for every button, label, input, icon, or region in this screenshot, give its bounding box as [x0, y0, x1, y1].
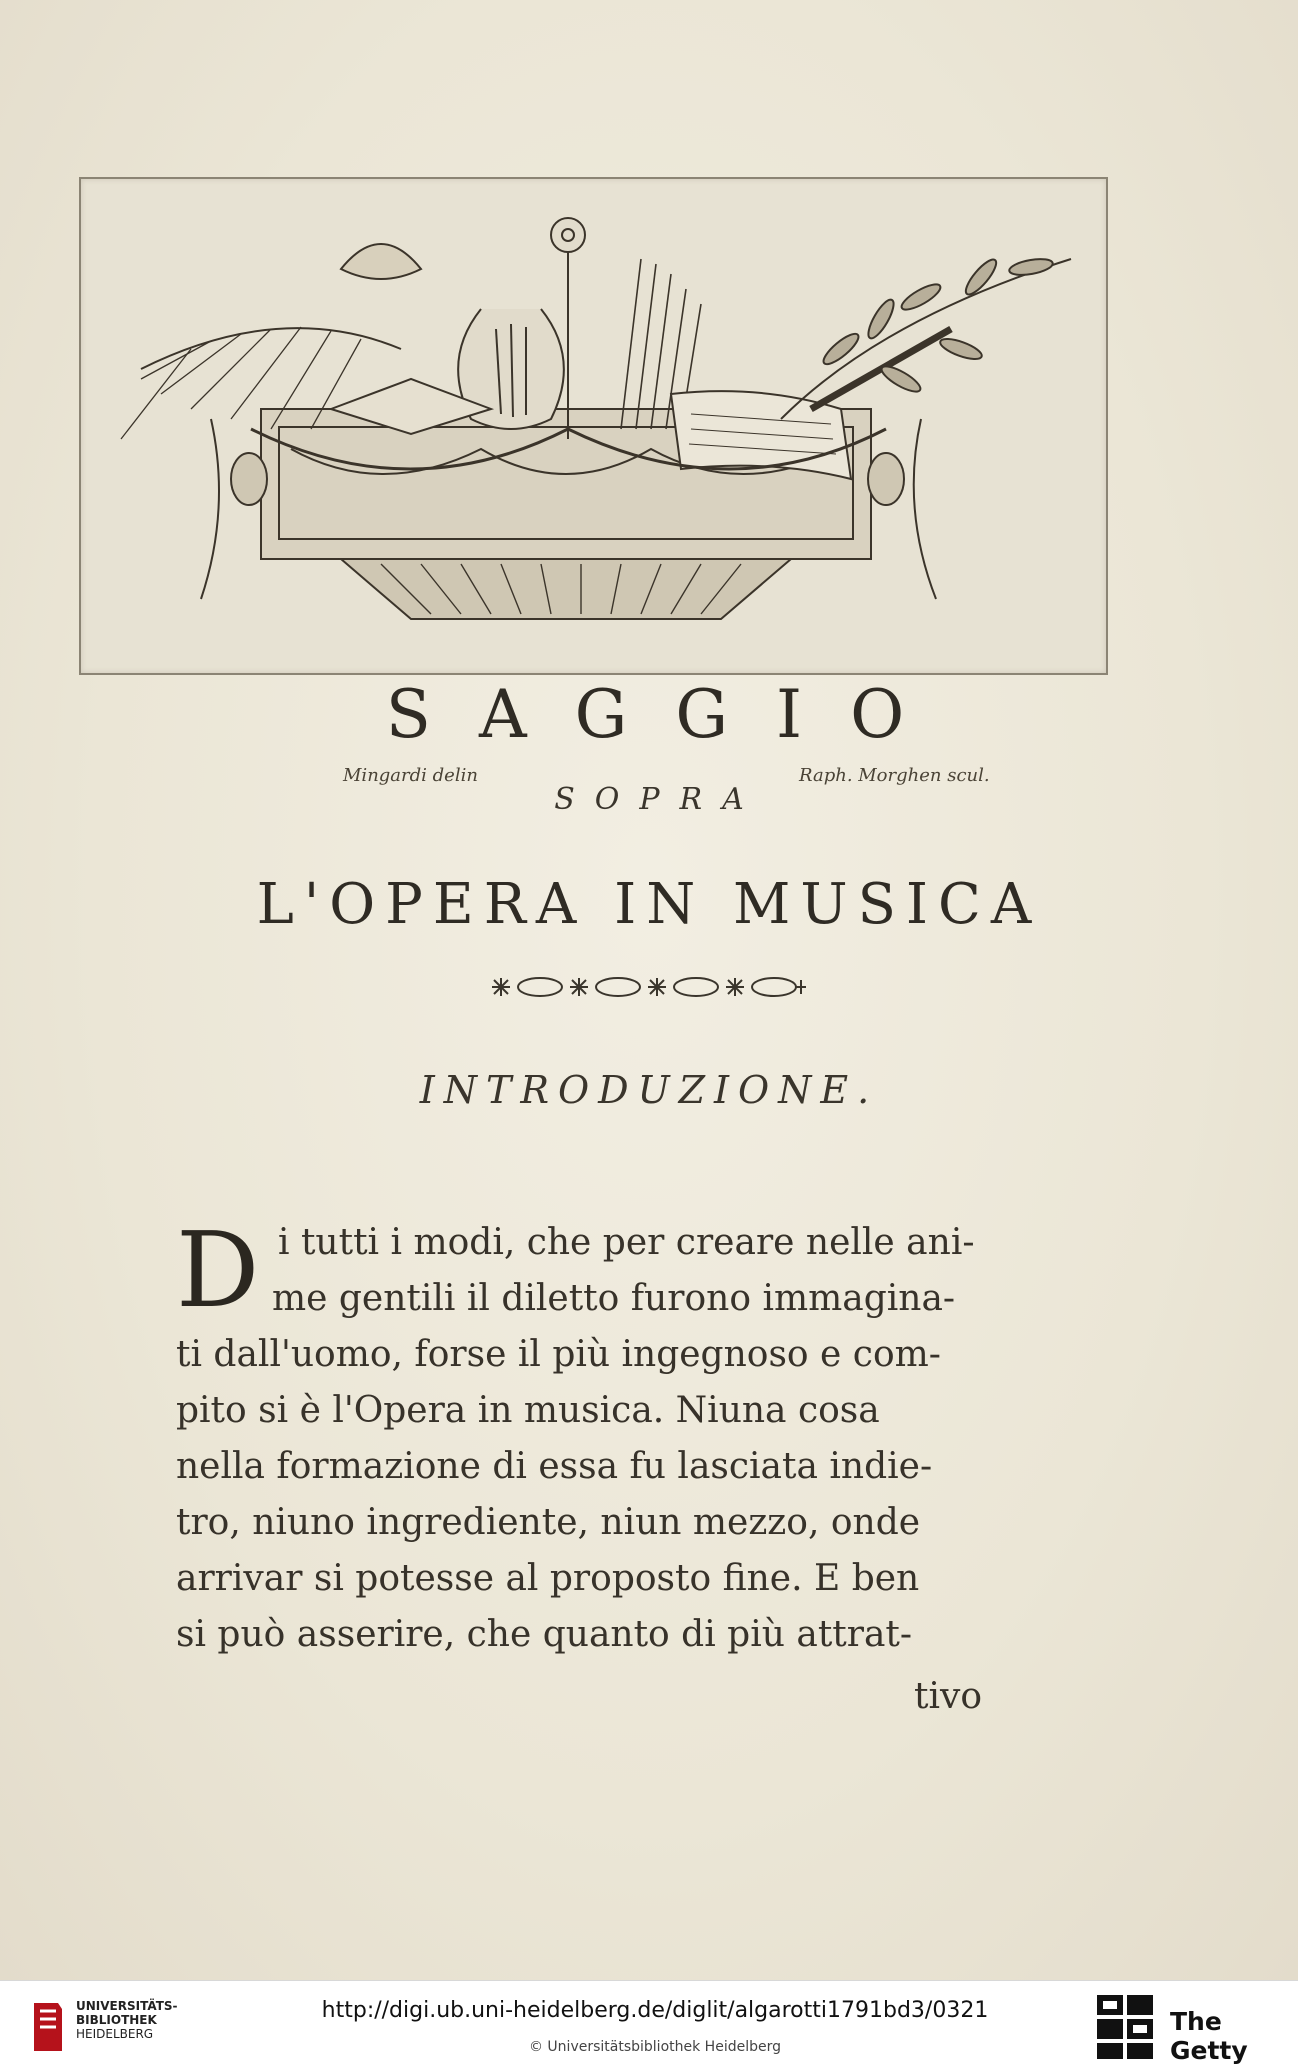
copyright-notice: © Universitätsbibliothek Heidelberg	[528, 2039, 781, 2055]
library-name[interactable]	[76, 1999, 178, 2041]
library-name-line: HEIDELBERG	[76, 2027, 154, 2041]
text-line: me gentili il diletto furono immagina-	[272, 1278, 956, 1319]
engraver-caption-right: Raph. Morghen scul.	[799, 765, 990, 786]
getty-logo-icon[interactable]	[1093, 1991, 1157, 2063]
text-line: i tutti i modi, che per creare nelle ani-	[278, 1222, 975, 1263]
title-saggio: SAGGIO	[385, 676, 953, 753]
text-line: tro, niuno ingrediente, niun mezzo, onde	[176, 1502, 921, 1543]
catchword: tivo	[914, 1676, 982, 1717]
title-sopra: SOPRA	[554, 782, 764, 817]
engraving-illustration	[81, 179, 1106, 673]
partner-name[interactable]: The Getty	[1170, 2007, 1248, 2065]
text-line: arrivar si potesse al proposto fine. E ben	[176, 1558, 920, 1599]
permalink-url[interactable]: http://digi.ub.uni-heidelberg.de/diglit/algarotti1791bd3/0321	[321, 1998, 989, 2023]
text-line: ti dall'uomo, forse il più ingegnoso e com-	[176, 1334, 941, 1375]
library-logo-icon[interactable]	[28, 1995, 68, 2055]
title-opera-in-musica: L'OPERA IN MUSICA	[256, 872, 1042, 937]
text-line: si può asserire, che quanto di più attrat-	[176, 1614, 913, 1655]
library-name-line: UNIVERSITÄTS-	[76, 1999, 178, 2013]
engraver-caption-left: Mingardi delin	[343, 765, 478, 786]
text-line: pito si è l'Opera in musica. Niuna cosa	[176, 1390, 880, 1431]
text-line: nella formazione di essa fu lasciata indie-	[176, 1446, 933, 1487]
footer-bar	[0, 1980, 1298, 2072]
decorative-ornament	[488, 972, 808, 1002]
drop-cap: D	[176, 1209, 260, 1331]
section-heading: INTRODUZIONE.	[419, 1068, 879, 1112]
library-name-line: BIBLIOTHEK	[76, 2013, 157, 2027]
